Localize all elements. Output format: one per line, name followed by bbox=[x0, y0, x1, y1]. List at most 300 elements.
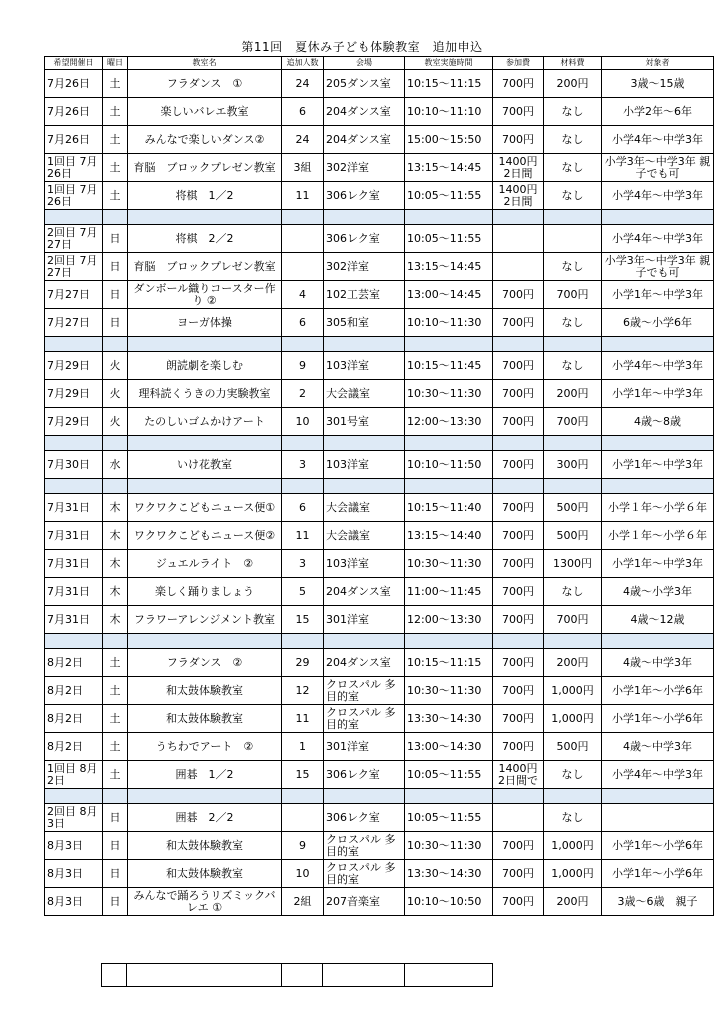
target-cell: 小学1年～小学6年 bbox=[602, 832, 714, 860]
fee-cell: 700円 bbox=[493, 550, 544, 578]
fee-cell: 700円 bbox=[493, 98, 544, 126]
venue-cell: 306レク室 bbox=[324, 225, 405, 253]
count-cell: 3 bbox=[282, 451, 324, 479]
time-cell: 10:30～11:30 bbox=[405, 677, 493, 705]
time-cell: 10:05～11:55 bbox=[405, 225, 493, 253]
day-cell: 日 bbox=[103, 804, 128, 832]
separator-cell bbox=[128, 789, 282, 804]
day-cell: 水 bbox=[103, 451, 128, 479]
fee-cell: 700円 bbox=[493, 126, 544, 154]
count-cell: 15 bbox=[282, 606, 324, 634]
count-cell bbox=[282, 253, 324, 281]
date-cell: 7月26日 bbox=[45, 70, 103, 98]
blank-cell bbox=[323, 964, 405, 987]
time-cell: 10:15～11:45 bbox=[405, 352, 493, 380]
day-cell: 土 bbox=[103, 98, 128, 126]
separator-cell bbox=[128, 210, 282, 225]
time-cell: 10:15～11:15 bbox=[405, 649, 493, 677]
material-cell: 500円 bbox=[544, 494, 602, 522]
time-cell: 10:10～11:30 bbox=[405, 309, 493, 337]
date-cell: 7月29日 bbox=[45, 352, 103, 380]
blank-cell bbox=[102, 964, 127, 987]
day-cell: 土 bbox=[103, 761, 128, 789]
separator-cell bbox=[103, 634, 128, 649]
target-cell: 小学1年～小学6年 bbox=[602, 705, 714, 733]
date-cell: 7月30日 bbox=[45, 451, 103, 479]
target-cell: 4歳～12歳 bbox=[602, 606, 714, 634]
date-cell: 2回目 8月3日 bbox=[45, 804, 103, 832]
day-cell: 土 bbox=[103, 705, 128, 733]
material-cell: 700円 bbox=[544, 281, 602, 309]
table-row bbox=[45, 733, 714, 761]
class-name-cell: 囲碁 2／2 bbox=[128, 804, 282, 832]
class-name-cell: 囲碁 1／2 bbox=[128, 761, 282, 789]
day-cell: 土 bbox=[103, 126, 128, 154]
class-name-cell: ワクワクこどもニュース便① bbox=[128, 494, 282, 522]
class-name-cell: 和太鼓体験教室 bbox=[128, 677, 282, 705]
class-name-cell: いけ花教室 bbox=[128, 451, 282, 479]
time-cell: 13:15～14:45 bbox=[405, 253, 493, 281]
separator-cell bbox=[103, 789, 128, 804]
count-cell: 5 bbox=[282, 578, 324, 606]
venue-cell: 306レク室 bbox=[324, 761, 405, 789]
date-cell: 7月31日 bbox=[45, 578, 103, 606]
material-cell: 1,000円 bbox=[544, 832, 602, 860]
time-cell: 13:00～14:45 bbox=[405, 281, 493, 309]
fee-cell: 700円 bbox=[493, 70, 544, 98]
header-date: 希望開催日 bbox=[45, 57, 103, 70]
day-cell: 木 bbox=[103, 550, 128, 578]
header-material: 材料費 bbox=[544, 57, 602, 70]
day-cell: 土 bbox=[103, 182, 128, 210]
separator-cell bbox=[324, 210, 405, 225]
blank-cell bbox=[127, 964, 282, 987]
count-cell bbox=[282, 804, 324, 832]
separator-cell bbox=[544, 436, 602, 451]
separator-cell bbox=[324, 479, 405, 494]
separator-cell bbox=[324, 634, 405, 649]
count-cell: 6 bbox=[282, 494, 324, 522]
day-cell: 土 bbox=[103, 677, 128, 705]
separator-row bbox=[45, 436, 714, 451]
class-name-cell: 育脳 ブロックプレゼン教室 bbox=[128, 253, 282, 281]
day-cell: 日 bbox=[103, 832, 128, 860]
table-row bbox=[45, 705, 714, 733]
material-cell: 200円 bbox=[544, 380, 602, 408]
target-cell: 4歳～小学3年 bbox=[602, 578, 714, 606]
date-cell: 7月27日 bbox=[45, 281, 103, 309]
separator-cell bbox=[602, 479, 714, 494]
target-cell: 4歳～中学3年 bbox=[602, 733, 714, 761]
separator-cell bbox=[45, 436, 103, 451]
venue-cell: 大会議室 bbox=[324, 522, 405, 550]
count-cell: 3 bbox=[282, 550, 324, 578]
separator-cell bbox=[282, 337, 324, 352]
header-fee: 参加費 bbox=[493, 57, 544, 70]
class-name-cell: たのしいゴムかけアート bbox=[128, 408, 282, 436]
date-cell: 2回目 7月27日 bbox=[45, 253, 103, 281]
time-cell: 10:05～11:55 bbox=[405, 761, 493, 789]
venue-cell: クロスパル 多目的室 bbox=[324, 860, 405, 888]
date-cell: 1回目 7月26日 bbox=[45, 182, 103, 210]
separator-cell bbox=[602, 634, 714, 649]
separator-cell bbox=[544, 337, 602, 352]
time-cell: 10:10～11:10 bbox=[405, 98, 493, 126]
class-name-cell: 楽しく踊りましょう bbox=[128, 578, 282, 606]
separator-cell bbox=[282, 210, 324, 225]
material-cell: 500円 bbox=[544, 522, 602, 550]
venue-cell: 大会議室 bbox=[324, 380, 405, 408]
venue-cell: 205ダンス室 bbox=[324, 70, 405, 98]
blank-cell bbox=[282, 964, 323, 987]
separator-cell bbox=[282, 789, 324, 804]
separator-cell bbox=[45, 479, 103, 494]
day-cell: 木 bbox=[103, 606, 128, 634]
separator-cell bbox=[45, 337, 103, 352]
material-cell: なし bbox=[544, 309, 602, 337]
date-cell: 7月29日 bbox=[45, 408, 103, 436]
venue-cell: 301洋室 bbox=[324, 606, 405, 634]
date-cell: 7月26日 bbox=[45, 98, 103, 126]
count-cell: 2組 bbox=[282, 888, 324, 916]
target-cell: 小学1年～中学3年 bbox=[602, 281, 714, 309]
time-cell: 13:30～14:30 bbox=[405, 705, 493, 733]
day-cell: 火 bbox=[103, 408, 128, 436]
class-name-cell: 育脳 ブロックプレゼン教室 bbox=[128, 154, 282, 182]
material-cell: なし bbox=[544, 126, 602, 154]
separator-cell bbox=[405, 634, 493, 649]
count-cell: 9 bbox=[282, 832, 324, 860]
target-cell: 小学1年～中学3年 bbox=[602, 550, 714, 578]
separator-cell bbox=[405, 210, 493, 225]
table-row bbox=[45, 352, 714, 380]
fee-cell: 700円 bbox=[493, 860, 544, 888]
separator-cell bbox=[544, 634, 602, 649]
date-cell: 2回目 7月27日 bbox=[45, 225, 103, 253]
separator-cell bbox=[128, 479, 282, 494]
fee-cell bbox=[493, 804, 544, 832]
table-row bbox=[45, 70, 714, 98]
date-cell: 1回目 8月2日 bbox=[45, 761, 103, 789]
class-name-cell: ジュエルライト ② bbox=[128, 550, 282, 578]
table-row bbox=[45, 98, 714, 126]
header-row bbox=[45, 57, 714, 70]
time-cell: 13:15～14:40 bbox=[405, 522, 493, 550]
class-name-cell: 和太鼓体験教室 bbox=[128, 832, 282, 860]
target-cell: 小学4年～中学3年 bbox=[602, 126, 714, 154]
count-cell: 6 bbox=[282, 98, 324, 126]
table-row bbox=[45, 380, 714, 408]
table-row bbox=[45, 578, 714, 606]
fee-cell: 700円 bbox=[493, 677, 544, 705]
separator-cell bbox=[602, 337, 714, 352]
count-cell: 29 bbox=[282, 649, 324, 677]
material-cell: なし bbox=[544, 578, 602, 606]
material-cell: 1,000円 bbox=[544, 860, 602, 888]
class-name-cell: うちわでアート ② bbox=[128, 733, 282, 761]
separator-row bbox=[45, 634, 714, 649]
separator-cell bbox=[405, 479, 493, 494]
date-cell: 8月3日 bbox=[45, 860, 103, 888]
header-count: 追加人数 bbox=[282, 57, 324, 70]
venue-cell: 103洋室 bbox=[324, 451, 405, 479]
time-cell: 10:30～11:30 bbox=[405, 832, 493, 860]
venue-cell: クロスパル 多目的室 bbox=[324, 677, 405, 705]
header-venue: 会場 bbox=[324, 57, 405, 70]
count-cell: 24 bbox=[282, 126, 324, 154]
table-row bbox=[45, 154, 714, 182]
class-name-cell: フラワーアレンジメント教室 bbox=[128, 606, 282, 634]
count-cell: 9 bbox=[282, 352, 324, 380]
fee-cell: 1400円 2日間 bbox=[493, 154, 544, 182]
table-row bbox=[45, 804, 714, 832]
separator-cell bbox=[128, 634, 282, 649]
time-cell: 10:30～11:30 bbox=[405, 380, 493, 408]
class-name-cell: ダンボール織りコースター作り ② bbox=[128, 281, 282, 309]
day-cell: 日 bbox=[103, 281, 128, 309]
target-cell: 小学1年～中学3年 bbox=[602, 451, 714, 479]
time-cell: 15:00～15:50 bbox=[405, 126, 493, 154]
separator-cell bbox=[544, 479, 602, 494]
count-cell: 4 bbox=[282, 281, 324, 309]
day-cell: 木 bbox=[103, 494, 128, 522]
class-name-cell: フラダンス ② bbox=[128, 649, 282, 677]
target-cell: 小学1年～小学6年 bbox=[602, 677, 714, 705]
separator-cell bbox=[128, 337, 282, 352]
document-title: 第11回 夏休み子ども体験教室 追加申込 bbox=[241, 40, 483, 54]
venue-cell: 204ダンス室 bbox=[324, 578, 405, 606]
table-row bbox=[45, 281, 714, 309]
venue-cell: 302洋室 bbox=[324, 253, 405, 281]
target-cell: 小学4年～中学3年 bbox=[602, 182, 714, 210]
venue-cell: 305和室 bbox=[324, 309, 405, 337]
time-cell: 10:10～11:50 bbox=[405, 451, 493, 479]
header-target: 対象者 bbox=[602, 57, 714, 70]
time-cell: 10:15～11:15 bbox=[405, 70, 493, 98]
table-row bbox=[45, 606, 714, 634]
count-cell: 3組 bbox=[282, 154, 324, 182]
material-cell: なし bbox=[544, 253, 602, 281]
separator-cell bbox=[45, 789, 103, 804]
separator-cell bbox=[324, 337, 405, 352]
day-cell: 木 bbox=[103, 578, 128, 606]
day-cell: 火 bbox=[103, 352, 128, 380]
count-cell: 24 bbox=[282, 70, 324, 98]
date-cell: 7月29日 bbox=[45, 380, 103, 408]
material-cell: 500円 bbox=[544, 733, 602, 761]
day-cell: 日 bbox=[103, 225, 128, 253]
time-cell: 10:05～11:55 bbox=[405, 182, 493, 210]
count-cell bbox=[282, 225, 324, 253]
table-row bbox=[45, 649, 714, 677]
count-cell: 11 bbox=[282, 705, 324, 733]
separator-cell bbox=[602, 436, 714, 451]
class-name-cell: 将棋 1／2 bbox=[128, 182, 282, 210]
separator-row bbox=[45, 337, 714, 352]
date-cell: 8月2日 bbox=[45, 733, 103, 761]
separator-cell bbox=[493, 337, 544, 352]
material-cell: 1,000円 bbox=[544, 677, 602, 705]
day-cell: 火 bbox=[103, 380, 128, 408]
count-cell: 6 bbox=[282, 309, 324, 337]
fee-cell: 700円 bbox=[493, 352, 544, 380]
fee-cell: 700円 bbox=[493, 832, 544, 860]
separator-cell bbox=[602, 210, 714, 225]
separator-row bbox=[45, 789, 714, 804]
header-class-name: 教室名 bbox=[128, 57, 282, 70]
class-name-cell: ヨーガ体操 bbox=[128, 309, 282, 337]
class-name-cell: 和太鼓体験教室 bbox=[128, 705, 282, 733]
venue-cell: クロスパル 多目的室 bbox=[324, 832, 405, 860]
material-cell: 200円 bbox=[544, 888, 602, 916]
separator-cell bbox=[493, 436, 544, 451]
venue-cell: クロスパル 多目的室 bbox=[324, 705, 405, 733]
venue-cell: 204ダンス室 bbox=[324, 126, 405, 154]
target-cell: 4歳～8歳 bbox=[602, 408, 714, 436]
fee-cell: 700円 bbox=[493, 733, 544, 761]
table-row bbox=[45, 309, 714, 337]
schedule-table bbox=[44, 56, 714, 916]
fee-cell: 700円 bbox=[493, 649, 544, 677]
class-name-cell: 朗読劇を楽しむ bbox=[128, 352, 282, 380]
venue-cell: 大会議室 bbox=[324, 494, 405, 522]
blank-rows bbox=[101, 963, 493, 987]
separator-row bbox=[45, 479, 714, 494]
fee-cell: 700円 bbox=[493, 888, 544, 916]
venue-cell: 103洋室 bbox=[324, 550, 405, 578]
separator-cell bbox=[103, 210, 128, 225]
venue-cell: 207音楽室 bbox=[324, 888, 405, 916]
target-cell: 小学3年～中学3年 親子でも可 bbox=[602, 154, 714, 182]
table-row bbox=[45, 522, 714, 550]
time-cell: 13:15～14:45 bbox=[405, 154, 493, 182]
table-row bbox=[45, 550, 714, 578]
separator-cell bbox=[128, 436, 282, 451]
material-cell: 1,000円 bbox=[544, 705, 602, 733]
fee-cell bbox=[493, 253, 544, 281]
separator-cell bbox=[493, 479, 544, 494]
day-cell: 日 bbox=[103, 888, 128, 916]
class-name-cell: 楽しいバレエ教室 bbox=[128, 98, 282, 126]
material-cell bbox=[544, 225, 602, 253]
class-name-cell: 和太鼓体験教室 bbox=[128, 860, 282, 888]
date-cell: 8月3日 bbox=[45, 832, 103, 860]
class-name-cell: 将棋 2／2 bbox=[128, 225, 282, 253]
venue-cell: 102工芸室 bbox=[324, 281, 405, 309]
table-row bbox=[45, 225, 714, 253]
material-cell: なし bbox=[544, 352, 602, 380]
table-row bbox=[45, 253, 714, 281]
table-row bbox=[45, 451, 714, 479]
separator-cell bbox=[544, 789, 602, 804]
fee-cell bbox=[493, 225, 544, 253]
separator-cell bbox=[544, 210, 602, 225]
day-cell: 日 bbox=[103, 253, 128, 281]
day-cell: 土 bbox=[103, 154, 128, 182]
separator-cell bbox=[324, 436, 405, 451]
venue-cell: 301洋室 bbox=[324, 733, 405, 761]
target-cell: 4歳～中学3年 bbox=[602, 649, 714, 677]
fee-cell: 700円 bbox=[493, 606, 544, 634]
venue-cell: 301号室 bbox=[324, 408, 405, 436]
table-row bbox=[45, 677, 714, 705]
material-cell: なし bbox=[544, 761, 602, 789]
date-cell: 8月2日 bbox=[45, 677, 103, 705]
target-cell: 小学1年～小学6年 bbox=[602, 860, 714, 888]
fee-cell: 700円 bbox=[493, 705, 544, 733]
separator-cell bbox=[493, 789, 544, 804]
day-cell: 土 bbox=[103, 733, 128, 761]
separator-cell bbox=[405, 337, 493, 352]
separator-cell bbox=[602, 789, 714, 804]
target-cell: 小学2年～6年 bbox=[602, 98, 714, 126]
separator-cell bbox=[103, 436, 128, 451]
separator-cell bbox=[493, 634, 544, 649]
table-row bbox=[45, 888, 714, 916]
day-cell: 日 bbox=[103, 860, 128, 888]
date-cell: 7月26日 bbox=[45, 126, 103, 154]
class-name-cell: フラダンス ① bbox=[128, 70, 282, 98]
time-cell: 10:10～10:50 bbox=[405, 888, 493, 916]
target-cell: 6歳～小学6年 bbox=[602, 309, 714, 337]
separator-cell bbox=[282, 436, 324, 451]
date-cell: 7月31日 bbox=[45, 550, 103, 578]
time-cell: 12:00～13:30 bbox=[405, 408, 493, 436]
fee-cell: 700円 bbox=[493, 451, 544, 479]
target-cell: 小学１年～小学６年 bbox=[602, 494, 714, 522]
date-cell: 8月2日 bbox=[45, 705, 103, 733]
venue-cell: 306レク室 bbox=[324, 182, 405, 210]
count-cell: 15 bbox=[282, 761, 324, 789]
time-cell: 10:15～11:40 bbox=[405, 494, 493, 522]
separator-cell bbox=[493, 210, 544, 225]
separator-cell bbox=[45, 210, 103, 225]
fee-cell: 1400円 2日間で bbox=[493, 761, 544, 789]
day-cell: 日 bbox=[103, 309, 128, 337]
material-cell: 200円 bbox=[544, 649, 602, 677]
venue-cell: 306レク室 bbox=[324, 804, 405, 832]
fee-cell: 700円 bbox=[493, 309, 544, 337]
fee-cell: 700円 bbox=[493, 494, 544, 522]
date-cell: 7月27日 bbox=[45, 309, 103, 337]
material-cell: 700円 bbox=[544, 408, 602, 436]
fee-cell: 700円 bbox=[493, 578, 544, 606]
class-name-cell: みんなで楽しいダンス② bbox=[128, 126, 282, 154]
venue-cell: 204ダンス室 bbox=[324, 98, 405, 126]
material-cell: 700円 bbox=[544, 606, 602, 634]
target-cell: 小学4年～中学3年 bbox=[602, 352, 714, 380]
separator-cell bbox=[405, 789, 493, 804]
material-cell: なし bbox=[544, 804, 602, 832]
target-cell: 3歳～6歳 親子 bbox=[602, 888, 714, 916]
separator-cell bbox=[45, 634, 103, 649]
date-cell: 8月2日 bbox=[45, 649, 103, 677]
material-cell: 200円 bbox=[544, 70, 602, 98]
separator-cell bbox=[324, 789, 405, 804]
target-cell: 小学１年～小学６年 bbox=[602, 522, 714, 550]
table-row bbox=[45, 832, 714, 860]
day-cell: 土 bbox=[103, 70, 128, 98]
time-cell: 13:30～14:30 bbox=[405, 860, 493, 888]
material-cell: なし bbox=[544, 154, 602, 182]
date-cell: 1回目 7月26日 bbox=[45, 154, 103, 182]
material-cell: 1300円 bbox=[544, 550, 602, 578]
fee-cell: 700円 bbox=[493, 522, 544, 550]
count-cell: 2 bbox=[282, 380, 324, 408]
material-cell: 300円 bbox=[544, 451, 602, 479]
blank-cell bbox=[405, 964, 493, 987]
table-row bbox=[45, 182, 714, 210]
